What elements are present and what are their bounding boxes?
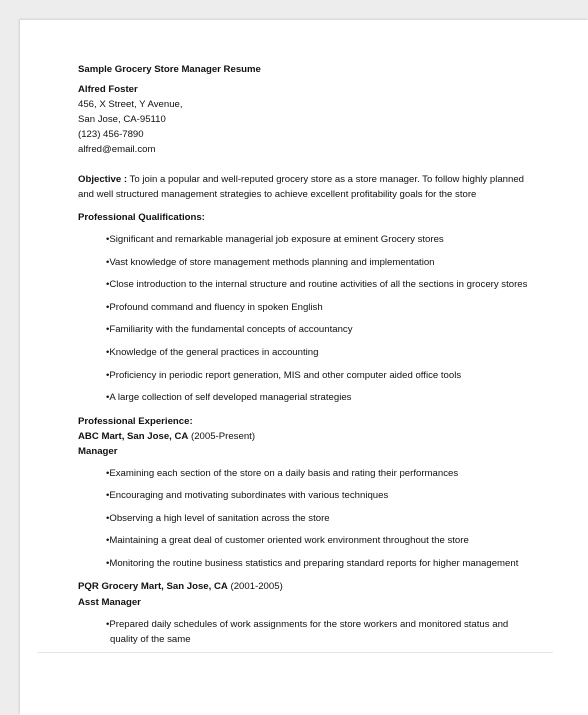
objective-line-2: and well structured management strategies to achieve excellent profitability goals for the store	[78, 189, 477, 200]
objective-text-1: To join a popular and well-reputed grocery store as a store manager. To follow highly planned	[127, 174, 525, 185]
objective-line-1	[78, 174, 524, 186]
job-company-line	[78, 431, 255, 443]
job-dates: (2001-2005)	[227, 581, 283, 592]
qualifications-heading: Professional Qualifications:	[78, 212, 205, 223]
experience-heading: Professional Experience:	[78, 416, 193, 427]
job-duty: •Monitoring the routine business statistics and preparing standard reports for higher management	[106, 558, 519, 569]
job-duty: •Examining each section of the store on a daily basis and rating their performances	[106, 468, 459, 479]
job-role: Manager	[78, 446, 118, 457]
qualification-item: •Profound command and fluency in spoken English	[106, 302, 323, 313]
address-line-1: 456, X Street, Y Avenue,	[78, 99, 183, 110]
qualification-item: •A large collection of self developed managerial strategies	[106, 392, 352, 403]
job-company: PQR Grocery Mart, San Jose, CA	[78, 581, 228, 592]
qualification-item: •Close introduction to the internal structure and routine activities of all the sections in grocery stores	[106, 279, 528, 290]
job-company-line	[78, 581, 283, 593]
job-duty: •Observing a high level of sanitation across the store	[106, 513, 330, 524]
email-address: alfred@email.com	[78, 144, 156, 155]
qualification-item: •Proficiency in periodic report generation, MIS and other computer aided office tools	[106, 370, 462, 381]
qualification-item: •Significant and remarkable managerial job exposure at eminent Grocery stores	[106, 234, 444, 245]
job-duty: •Prepared daily schedules of work assignments for the store workers and monitored status and	[106, 619, 509, 630]
address-line-2: San Jose, CA-95110	[78, 114, 166, 125]
objective-label: Objective :	[78, 174, 128, 185]
job-dates: (2005-Present)	[188, 431, 256, 442]
job-duty: •Encouraging and motivating subordinates with various techniques	[106, 490, 389, 501]
applicant-name: Alfred Foster	[78, 84, 138, 95]
qualification-item: •Vast knowledge of store management methods planning and implementation	[106, 257, 435, 268]
page-divider	[37, 652, 553, 653]
job-company: ABC Mart, San Jose, CA	[78, 431, 189, 442]
qualification-item: •Knowledge of the general practices in accounting	[106, 347, 319, 358]
job-duty: •Maintaining a great deal of customer oriented work environment throughout the store	[106, 535, 469, 546]
job-duty-continuation: quality of the same	[110, 634, 191, 645]
job-role: Asst Manager	[78, 597, 141, 608]
resume-title: Sample Grocery Store Manager Resume	[78, 64, 261, 75]
qualification-item: •Familiarity with the fundamental concepts of accountancy	[106, 324, 353, 335]
phone-number: (123) 456-7890	[78, 129, 144, 140]
